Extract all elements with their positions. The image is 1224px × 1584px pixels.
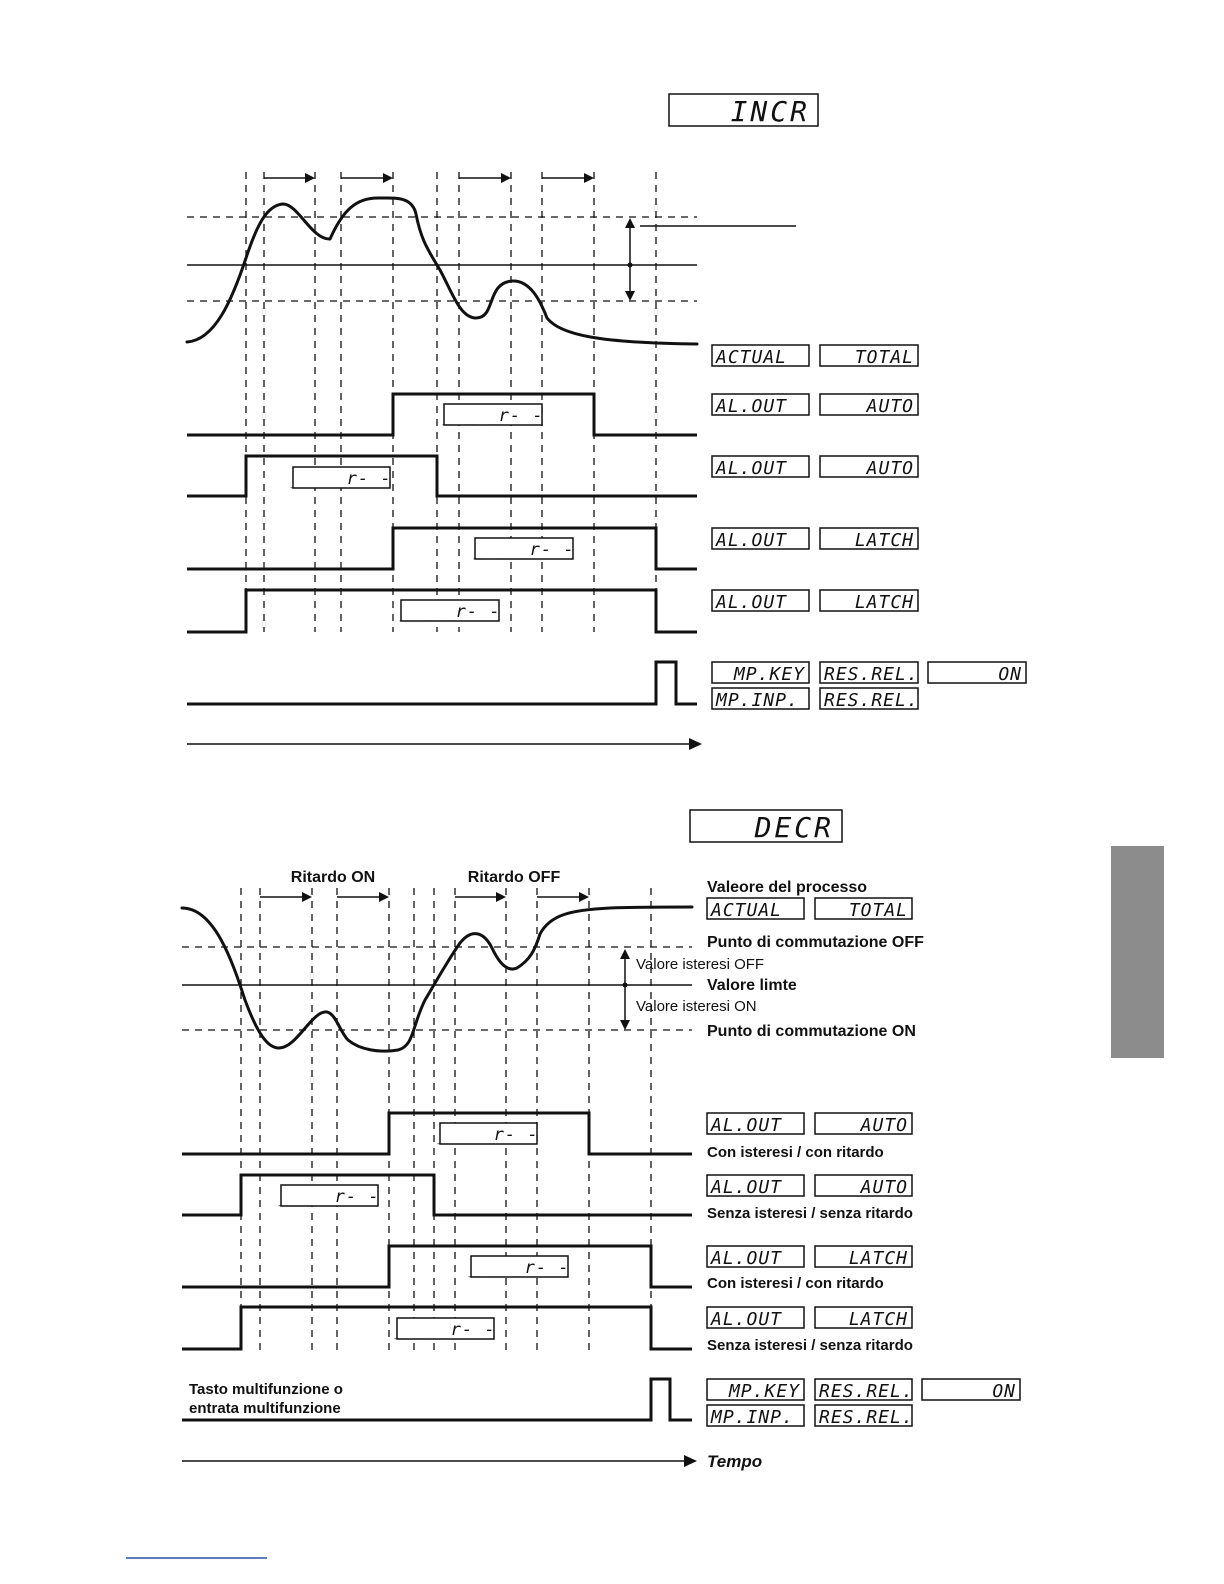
svg-text:_ _ _r- -: _ _ _r- -	[399, 602, 501, 622]
limit-value-label: Valore limte	[707, 977, 797, 994]
row-3-caption: Senza isteresi / senza ritardo	[707, 1205, 913, 1222]
incr-mode-text: INCR	[730, 95, 810, 128]
svg-text:AUTO: AUTO	[860, 1115, 908, 1136]
svg-text:MP.KEY: MP.KEY	[728, 1381, 800, 1402]
svg-text:AL.OUT: AL.OUT	[716, 396, 788, 417]
svg-text:AL.OUT: AL.OUT	[716, 458, 788, 479]
svg-text:AL.OUT: AL.OUT	[711, 1248, 783, 1269]
incr-delay-arrows	[264, 173, 594, 183]
incr-thresholds	[187, 217, 796, 301]
svg-text:_ _ _r- -: _ _ _r- -	[468, 1258, 570, 1278]
svg-text:AL.OUT: AL.OUT	[711, 1115, 783, 1136]
decr-param-row-3	[707, 1175, 913, 1222]
svg-text:AUTO: AUTO	[860, 1177, 908, 1198]
svg-text:TOTAL: TOTAL	[848, 900, 908, 921]
decr-delay-symbol-2	[278, 1185, 379, 1207]
decr-delay-symbol-1	[437, 1123, 538, 1145]
decr-delay-symbol-3	[468, 1256, 569, 1278]
svg-text:RES.REL.: RES.REL.	[819, 1407, 914, 1428]
switch-off-label: Punto di commutazione OFF	[707, 934, 924, 951]
svg-text:LATCH: LATCH	[848, 1309, 908, 1330]
svg-text:AUTO: AUTO	[866, 458, 914, 479]
svg-text:ON: ON	[998, 664, 1022, 685]
multifunction-label-2: entrata multifunzione	[189, 1400, 341, 1417]
incr-param-row-4	[712, 528, 918, 551]
svg-text:ACTUAL: ACTUAL	[716, 347, 788, 368]
decr-param-row-2	[707, 1113, 912, 1161]
svg-text:MP.INP.: MP.INP.	[716, 690, 799, 711]
incr-mode-display	[669, 94, 818, 128]
decr-param-row-1	[707, 898, 912, 921]
incr-process-curve	[187, 198, 697, 344]
svg-text:MP.KEY: MP.KEY	[733, 664, 805, 685]
row-5-caption: Senza isteresi / senza ritardo	[707, 1337, 913, 1354]
row-2-caption: Con isteresi / con ritardo	[707, 1144, 884, 1161]
delay-on-label: Ritardo ON	[290, 869, 376, 886]
incr-diagram	[187, 94, 1026, 750]
time-label: Tempo	[707, 1452, 763, 1471]
delay-off-label: Ritardo OFF	[467, 869, 561, 886]
decr-mode-display	[690, 810, 842, 844]
svg-text:MP.INP.: MP.INP.	[711, 1407, 794, 1428]
decr-reset-displays	[707, 1379, 1020, 1428]
decr-delay-symbol-4	[394, 1318, 495, 1340]
section-side-tab	[1111, 846, 1164, 1058]
svg-text:AL.OUT: AL.OUT	[716, 592, 788, 613]
decr-delay-arrows	[260, 892, 589, 902]
svg-text:_ _ _r- -: _ _ _r- -	[278, 1187, 380, 1207]
svg-text:LATCH: LATCH	[854, 530, 914, 551]
incr-reset-displays	[712, 662, 1026, 711]
incr-param-row-2	[712, 394, 918, 417]
incr-param-row-5	[712, 590, 918, 613]
svg-text:TOTAL: TOTAL	[854, 347, 914, 368]
svg-text:_ _ _r- -: _ _ _r- -	[473, 540, 575, 560]
row-4-caption: Con isteresi / con ritardo	[707, 1275, 884, 1292]
hysteresis-on-label: Valore isteresi ON	[636, 998, 757, 1015]
svg-text:RES.REL.: RES.REL.	[824, 690, 919, 711]
decr-thresholds	[182, 947, 692, 1030]
incr-param-row-3	[712, 456, 918, 479]
svg-text:_ _ _r- -: _ _ _r- -	[442, 406, 544, 426]
decr-time-axis	[182, 1452, 762, 1471]
decr-param-row-4	[707, 1246, 912, 1292]
incr-delay-symbol-4	[399, 600, 500, 622]
svg-text:_ _ _r- -: _ _ _r- -	[437, 1125, 539, 1145]
svg-text:RES.REL.: RES.REL.	[824, 664, 919, 685]
svg-text:LATCH: LATCH	[848, 1248, 908, 1269]
incr-delay-symbol-1	[442, 404, 543, 426]
svg-text:LATCH: LATCH	[854, 592, 914, 613]
decr-param-row-5	[707, 1307, 913, 1354]
decr-diagram	[182, 810, 1020, 1471]
svg-text:AL.OUT: AL.OUT	[716, 530, 788, 551]
svg-text:ACTUAL: ACTUAL	[711, 900, 783, 921]
multifunction-label-1: Tasto multifunzione o	[189, 1381, 343, 1398]
svg-text:RES.REL.: RES.REL.	[819, 1381, 914, 1402]
svg-text:AL.OUT: AL.OUT	[711, 1177, 783, 1198]
svg-text:AL.OUT: AL.OUT	[711, 1309, 783, 1330]
incr-delay-symbol-2	[290, 467, 391, 489]
svg-text:AUTO: AUTO	[866, 396, 914, 417]
switch-on-label: Punto di commutazione ON	[707, 1023, 916, 1040]
hysteresis-off-label: Valore isteresi OFF	[636, 956, 765, 973]
incr-param-row-1	[712, 345, 918, 368]
svg-text:ON: ON	[992, 1381, 1016, 1402]
decr-mode-text: DECR	[754, 811, 834, 844]
incr-time-axis	[187, 738, 702, 750]
svg-text:_ _ _r- -: _ _ _r- -	[290, 469, 392, 489]
svg-text:_ _ _r- -: _ _ _r- -	[394, 1320, 496, 1340]
incr-delay-symbol-3	[473, 538, 574, 560]
decr-signals	[182, 1113, 692, 1420]
process-value-label: Valeore del processo	[707, 879, 868, 896]
